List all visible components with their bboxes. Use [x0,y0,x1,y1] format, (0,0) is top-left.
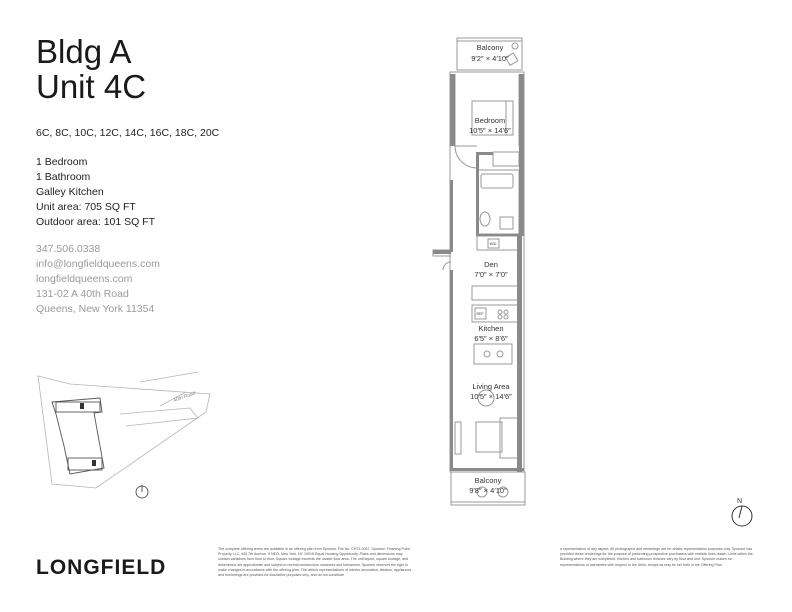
bedroom-label: Bedroom [474,116,506,125]
bedroom-door [455,146,477,168]
coffee-table [476,422,502,452]
kitchen-label: Kitchen [478,324,504,333]
dining-table [474,344,512,364]
contact-email[interactable]: info@longfieldqueens.com [36,258,160,270]
contact-website[interactable]: longfieldqueens.com [36,273,133,285]
bathtub [481,174,513,188]
kitchen-dims: 6′5″ × 8′6″ [474,334,508,343]
disclaimer-right: a representation of any aspect. All photographs and renderings are for artistic representation purposes only. Sponsor has provided these renderings for the purpose of presenting prospective purchasers with realistic lines drawn. Units within the Building where they are completed. Kitchen and bathroom finishes vary by floor and unit. Sponsor makes no representations or warranties with respect to the Units, except as may be set forth in the Offering Plan. [560,547,753,567]
living-area-dims: 10′5″ × 14′6″ [470,392,512,401]
den-label: Den [484,260,498,269]
unit-lines: 6C, 8C, 10C, 12C, 14C, 16C, 18C, 20C [36,127,220,139]
unit-highlight-top [80,403,84,409]
disclaimer-left: The complete offering terms are available in an offering plan from Sponsor. File No. CP23-0057. Sponsor: Flushing Point Property LLC, 445 7th Avenue, 9 NEO, New York, NY 10018 Equal Housing Opportunity. Plans and dimensions may contain variations from floor to floor. Square footage exceeds the usable floor area. The unit layout, square footage, and dimensions are approximate and subject to normal construction variances and tolerances. Sponsor reserves the right to make changes in accordance with the offering plan. The artist's representations of interior decoration, finishes, appliances and furnishings are provided for illustrative purposes only, and do not constitute [218,547,412,578]
bath-sink [500,217,513,229]
bedroom-dims: 10′5″ × 14′6″ [469,126,511,135]
spec-outdoor-area: Outdoor area: 101 SQ FT [36,216,156,228]
spec-unit-area: Unit area: 705 SQ FT [36,201,136,213]
living-area-label: Living Area [472,382,510,391]
site-key-map [30,372,220,502]
unit-highlight-bottom [92,460,96,466]
spec-bathrooms: 1 Bathroom [36,171,91,183]
toilet [480,212,490,226]
building-name: Bldg A [36,33,132,70]
spec-bedrooms: 1 Bedroom [36,156,88,168]
compass-north-label: N [737,498,743,505]
washer-dryer-label: W/D [489,242,497,246]
unit-name: Unit 4C [36,68,147,105]
building-footprint [52,398,104,474]
balcony-bottom-label: Balcony [474,476,502,485]
refrigerator-label: REF [476,312,484,316]
spec-kitchen: Galley Kitchen [36,186,104,198]
contact-address-line1: 131-02 A 40th Road [36,288,129,300]
street-label: 40th Road [172,390,197,404]
contact-phone[interactable]: 347.506.0338 [36,243,101,255]
longfield-logo: LONGFIELD [36,556,167,579]
contact-address-line2: Queens, New York 11354 [36,303,155,315]
den-dims: 7′0″ × 7′0″ [474,270,508,279]
balcony-bottom-dims: 9′8″ × 4′10″ [469,486,507,495]
balcony-top-label: Balcony [476,43,504,52]
kitchen-island [472,286,519,300]
site-compass-icon [136,485,148,498]
tv-console [455,422,461,454]
sofa [500,418,518,458]
balcony-top-dims: 9′2″ × 4′10″ [471,54,509,63]
north-compass-icon [728,494,758,530]
